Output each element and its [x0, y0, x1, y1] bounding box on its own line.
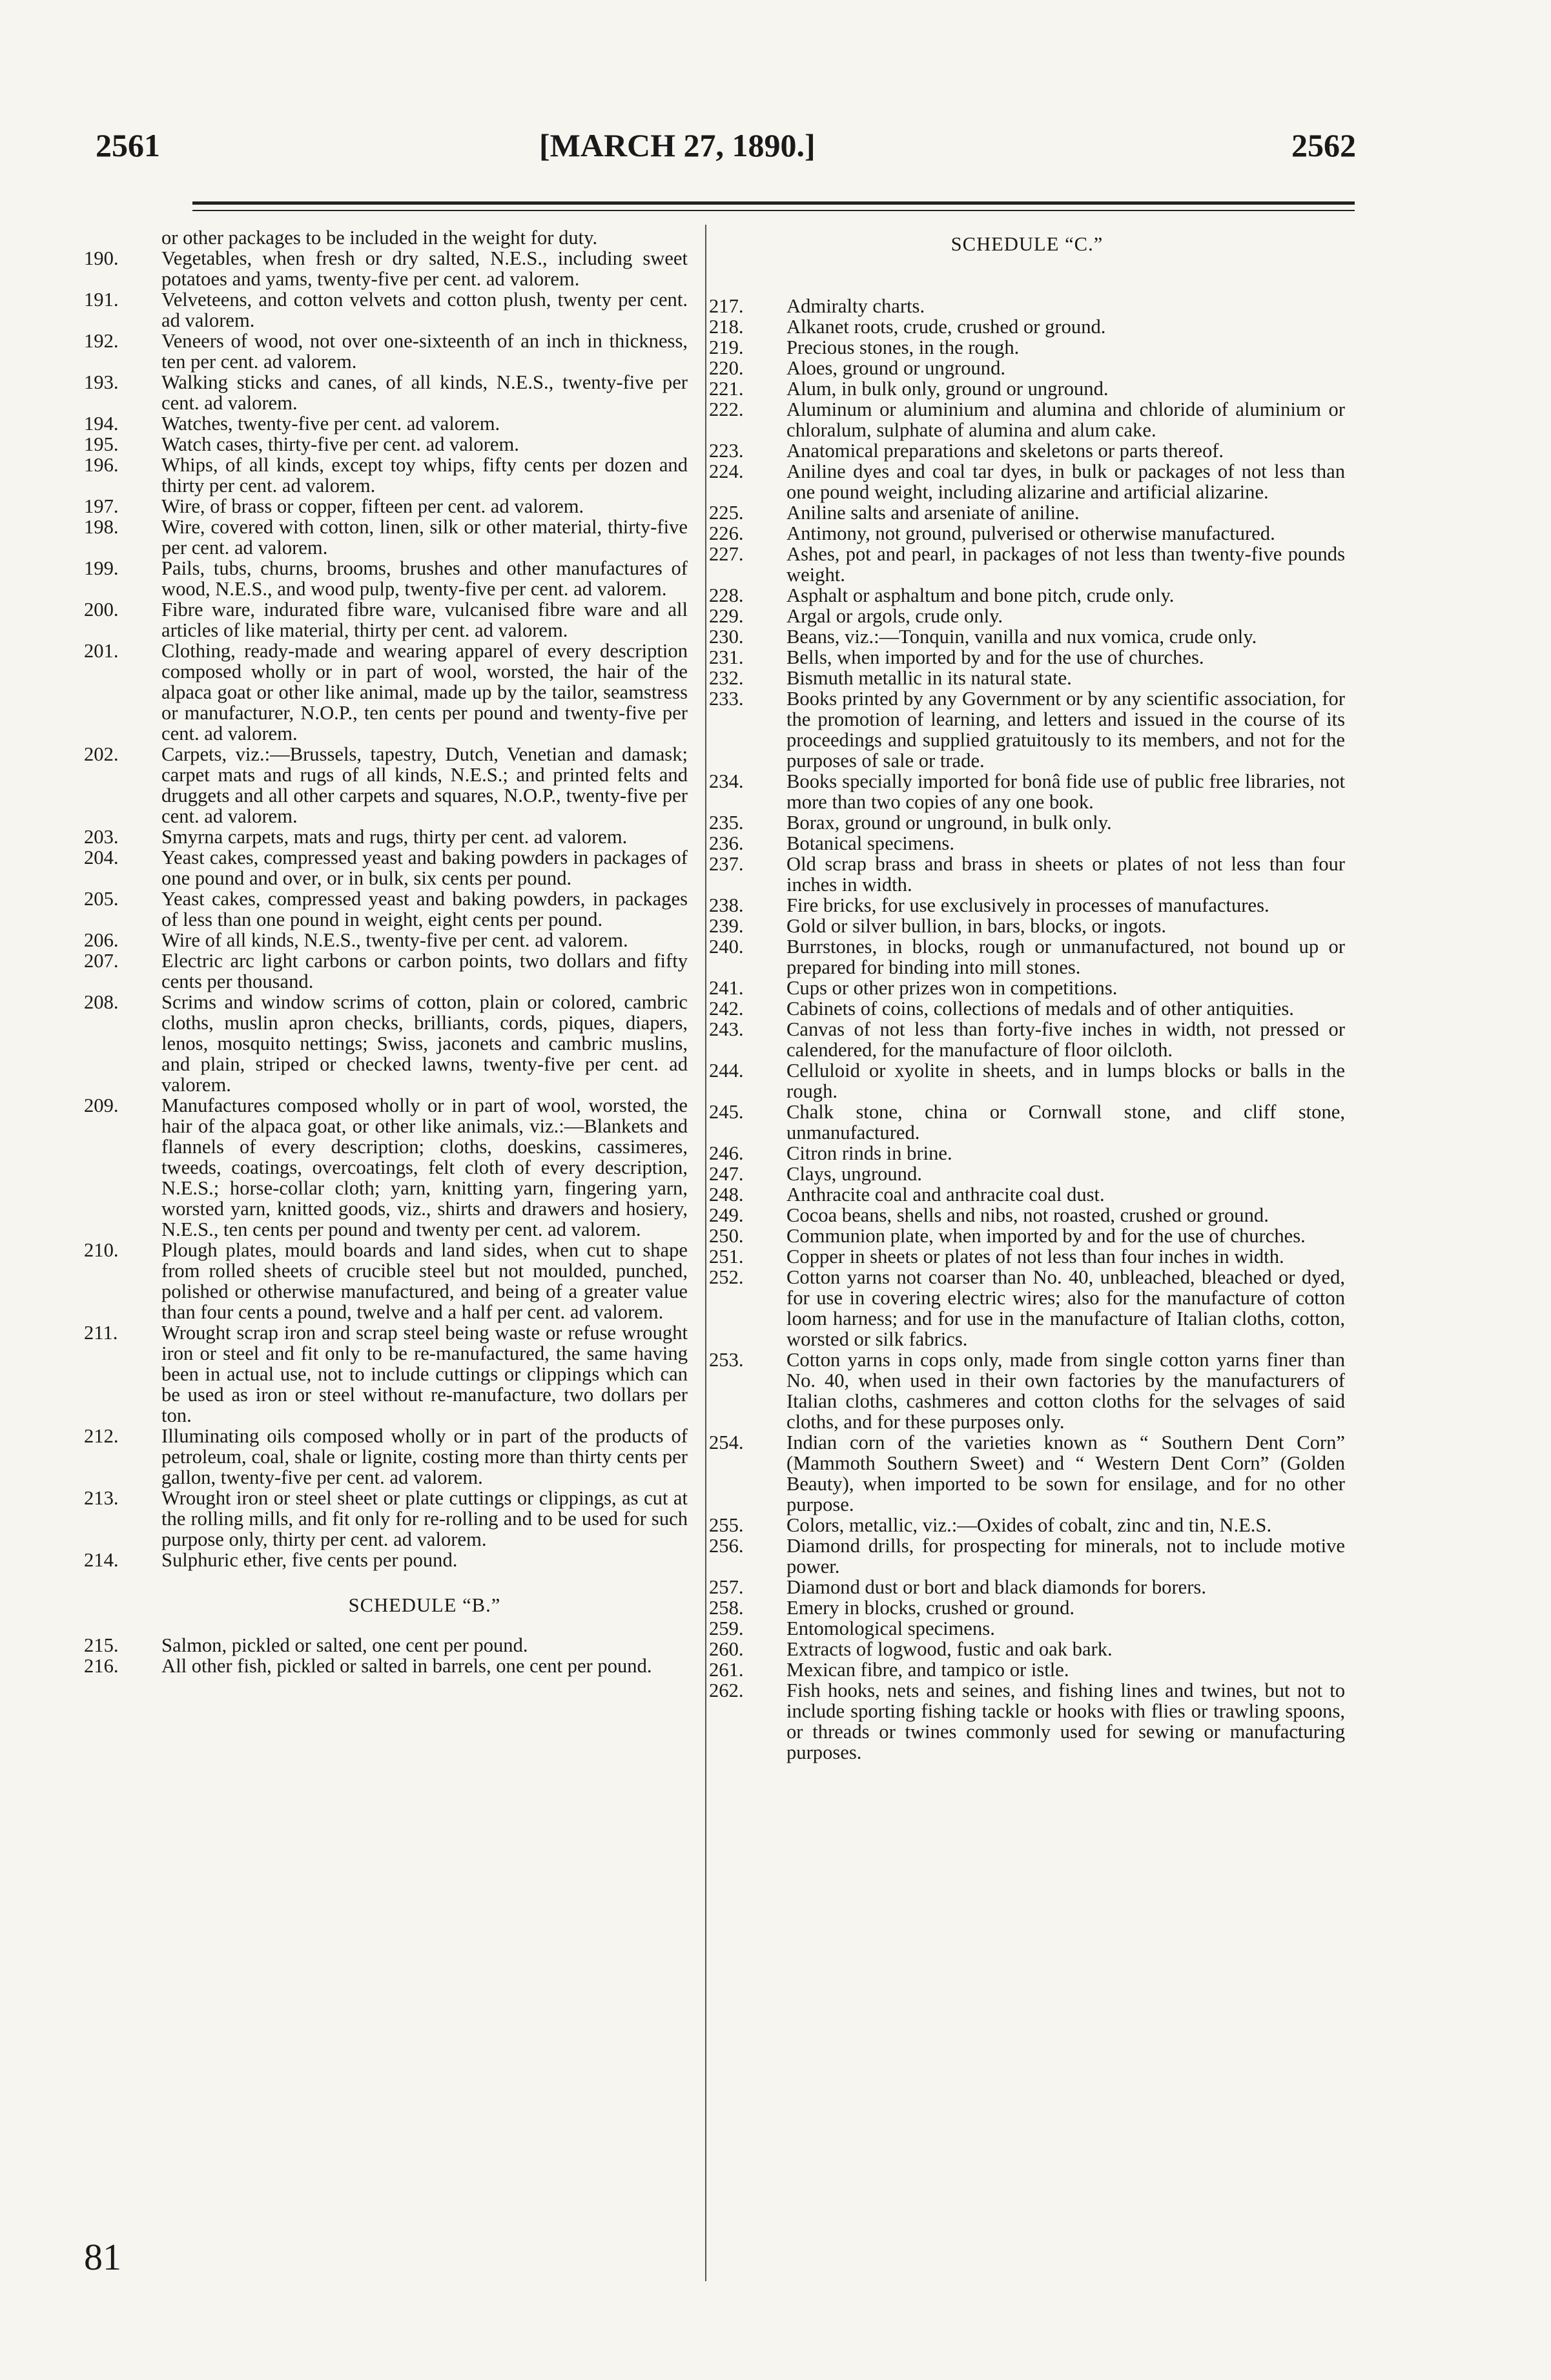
tariff-item — [709, 585, 1345, 606]
item-number: 211. — [84, 1322, 118, 1344]
item-number: 254. — [709, 1431, 744, 1453]
item-number: 241. — [709, 977, 744, 999]
item-number: 193. — [84, 371, 119, 393]
item-number: 198. — [84, 516, 119, 538]
item-text: Antimony, not ground, pulverised or otherwise manufactured. — [786, 522, 1275, 544]
tariff-item — [709, 1060, 1345, 1102]
item-text: Books printed by any Government or by any scientific association, for the promotion of learning, and letters and issued in the course of its proceedings and supplied gratuitously to its members, and not for the purposes of sale or trade. — [786, 688, 1345, 772]
tariff-item — [84, 413, 688, 434]
item-number: 255. — [709, 1514, 744, 1536]
item-number: 220. — [709, 357, 744, 379]
item-number: 234. — [709, 770, 744, 792]
tariff-item — [84, 888, 688, 930]
item-number: 227. — [709, 543, 744, 565]
item-text: Chalk stone, china or Cornwall stone, and cliff stone, unmanufactured. — [786, 1101, 1345, 1144]
item-number: 245. — [709, 1101, 744, 1123]
item-text: Vegetables, when fresh or dry salted, N.E.S., including sweet potatoes and yams, twenty-five per cent. ad valorem. — [161, 247, 688, 290]
item-number: 240. — [709, 936, 744, 958]
item-number: 236. — [709, 832, 744, 854]
item-number: 213. — [84, 1487, 119, 1509]
right-column — [709, 227, 1345, 1763]
tariff-item — [84, 1550, 688, 1570]
item-text: Manufactures composed wholly or in part of wool, worsted, the hair of the alpaca goat, or other like animals, viz.:—Blankets and flannels of every description; cloths, doeskins, cassimeres, tweeds, coatings, overcoatings, felt cloth of every description, N.E.S.; horse-collar cloth; yarn, knitting yarn, fingering yarn, worsted yarn, knitted goods, viz., shirts and drawers and hosiery, N.E.S., ten cents per pound and twenty per cent. ad valorem. — [161, 1094, 688, 1240]
tariff-item — [84, 1322, 688, 1426]
item-number: 247. — [709, 1163, 744, 1185]
tariff-item — [709, 1535, 1345, 1577]
tariff-item — [84, 826, 688, 847]
item-text: Aniline salts and arseniate of aniline. — [786, 502, 1080, 524]
item-number: 259. — [709, 1617, 744, 1639]
tariff-item — [709, 998, 1345, 1019]
item-text: Indian corn of the varieties known as “ Southern Dent Corn” (Mammoth Southern Sweet) and “ Western Dent Corn” (Golden Beauty), when imported to be sown for ensilage, and for no other purpose. — [786, 1431, 1345, 1515]
tariff-item — [709, 1205, 1345, 1226]
item-text: Fish hooks, nets and seines, and fishing lines and twines, but not to include sporting fishing tackle or hooks with flies or trawling spoons, or threads or twines commonly used for sewing or manufacturing purposes. — [786, 1679, 1345, 1763]
item-text: Diamond dust or bort and black diamonds for borers. — [786, 1576, 1206, 1598]
item-number: 195. — [84, 433, 119, 455]
tariff-item — [709, 895, 1345, 916]
item-number: 219. — [709, 336, 744, 358]
right-item-list — [709, 296, 1345, 1763]
item-text: Anatomical preparations and skeletons or parts thereof. — [786, 440, 1224, 462]
item-text: Colors, metallic, viz.:—Oxides of cobalt, zinc and tin, N.E.S. — [786, 1514, 1272, 1536]
tariff-item — [709, 1680, 1345, 1763]
item-number: 258. — [709, 1597, 744, 1619]
item-text: Wrought scrap iron and scrap steel being waste or refuse wrought iron or steel and fit only to be re-manufactured, the same having been in actual use, not to include cuttings or clippings which can be used as iron or steel without re-manufacture, two dollars per ton. — [161, 1322, 688, 1426]
tariff-item — [84, 744, 688, 826]
tariff-item — [709, 626, 1345, 647]
item-text: Salmon, pickled or salted, one cent per pound. — [161, 1634, 528, 1656]
item-text: Veneers of wood, not over one-sixteenth of an inch in thickness, ten per cent. ad valorem. — [161, 330, 688, 373]
item-number: 232. — [709, 667, 744, 689]
tariff-item — [709, 688, 1345, 771]
tariff-item — [709, 502, 1345, 523]
item-text: Velveteens, and cotton velvets and cotton plush, twenty per cent. ad valorem. — [161, 289, 688, 331]
tariff-item — [709, 1226, 1345, 1246]
item-number: 201. — [84, 640, 119, 662]
tariff-item — [709, 1618, 1345, 1639]
item-text: Wire of all kinds, N.E.S., twenty-five per cent. ad valorem. — [161, 929, 628, 951]
tariff-item — [84, 1488, 688, 1550]
item-number: 238. — [709, 894, 744, 916]
tariff-item — [84, 992, 688, 1095]
tariff-item — [709, 936, 1345, 978]
item-number: 191. — [84, 289, 119, 311]
tariff-item — [709, 1267, 1345, 1349]
item-number: 210. — [84, 1239, 119, 1261]
tariff-item — [709, 358, 1345, 378]
tariff-item — [84, 930, 688, 950]
item-text: Copper in sheets or plates of not less than four inches in width. — [786, 1246, 1284, 1267]
tariff-item — [709, 833, 1345, 854]
item-text: Alkanet roots, crude, crushed or ground. — [786, 316, 1106, 338]
item-text: Illuminating oils composed wholly or in part of the products of petroleum, coal, shale or lignite, costing more than thirty cents per gallon, twenty-five per cent. ad valorem. — [161, 1425, 688, 1488]
item-number: 251. — [709, 1246, 744, 1267]
item-text: Alum, in bulk only, ground or unground. — [786, 378, 1109, 400]
left-column — [84, 227, 688, 1676]
tariff-item — [709, 1639, 1345, 1659]
item-number: 202. — [84, 743, 119, 765]
item-number: 249. — [709, 1204, 744, 1226]
item-text: Walking sticks and canes, of all kinds, N.E.S., twenty-five per cent. ad valorem. — [161, 371, 688, 414]
tariff-item — [709, 296, 1345, 316]
item-text: Cocoa beans, shells and nibs, not roasted, crushed or ground. — [786, 1204, 1269, 1226]
item-text: Aloes, ground or unground. — [786, 357, 1006, 379]
tariff-item — [84, 950, 688, 992]
item-text: Aluminum or aluminium and alumina and chloride of aluminium or chloralum, sulphate of alumina and alum cake. — [786, 398, 1345, 441]
item-number: 216. — [84, 1655, 119, 1677]
item-number: 217. — [709, 295, 744, 317]
item-text: Anthracite coal and anthracite coal dust. — [786, 1184, 1105, 1205]
tariff-item — [709, 854, 1345, 895]
item-text: Scrims and window scrims of cotton, plain or colored, cambric cloths, muslin apron checks, brilliants, cords, piques, diapers, lenos, mosquito nettings; Swiss, jaconets and cambric muslins, and plain, striped or checked lawns, twenty-five per cent. ad valorem. — [161, 991, 688, 1096]
tariff-item — [84, 372, 688, 413]
tariff-item — [709, 1659, 1345, 1680]
item-text: Yeast cakes, compressed yeast and baking powders, in packages of less than one pound in weight, eight cents per pound. — [161, 888, 688, 930]
item-number: 221. — [709, 378, 744, 400]
item-number: 199. — [84, 557, 119, 579]
item-number: 208. — [84, 991, 119, 1013]
item-number: 218. — [709, 316, 744, 338]
item-text: Extracts of logwood, fustic and oak bark. — [786, 1638, 1113, 1660]
tariff-item — [709, 1246, 1345, 1267]
item-number: 200. — [84, 599, 119, 621]
item-text: Books specially imported for bonâ fide use of public free libraries, not more than two copies of any one book. — [786, 770, 1345, 813]
tariff-item — [84, 331, 688, 372]
item-number: 205. — [84, 888, 119, 910]
tariff-item — [709, 1102, 1345, 1143]
tariff-item — [709, 668, 1345, 688]
page-date: [MARCH 27, 1890.] — [539, 127, 816, 163]
item-number: 194. — [84, 413, 119, 435]
item-number: 212. — [84, 1425, 119, 1447]
item-number: 228. — [709, 584, 744, 606]
tariff-item — [84, 289, 688, 331]
tariff-item — [709, 812, 1345, 833]
item-number: 226. — [709, 522, 744, 544]
item-text: Botanical specimens. — [786, 832, 954, 854]
item-text: Mexican fibre, and tampico or istle. — [786, 1659, 1069, 1681]
item-number: 230. — [709, 626, 744, 648]
tariff-item — [709, 1019, 1345, 1060]
header-rule-thin — [192, 210, 1355, 211]
folio-number: 81 — [84, 2236, 121, 2278]
item-text: Wrought iron or steel sheet or plate cuttings or clippings, as cut at the rolling mills, and fit only for re-rolling and to be used for such purpose only, thirty per cent. ad valorem. — [161, 1487, 688, 1550]
tariff-item — [84, 455, 688, 496]
item-text: Ashes, pot and pearl, in packages of not less than twenty-five pounds weight. — [786, 543, 1345, 586]
schedule-b-item-list — [84, 1635, 688, 1676]
item-number: 196. — [84, 454, 119, 476]
item-text: Fire bricks, for use exclusively in processes of manufactures. — [786, 894, 1269, 916]
item-text: Communion plate, when imported by and for the use of churches. — [786, 1225, 1306, 1247]
item-text: Precious stones, in the rough. — [786, 336, 1020, 358]
item-number: 248. — [709, 1184, 744, 1205]
tariff-item — [709, 1515, 1345, 1535]
item-text: Argal or argols, crude only. — [786, 605, 1003, 627]
item-text: Cotton yarns in cops only, made from single cotton yarns finer than No. 40, when used in their own factories by the manufacturers of Italian cloths, cashmeres and cotton cloths for the selvages of said cloths, and for these purposes only. — [786, 1349, 1345, 1433]
item-number: 239. — [709, 915, 744, 937]
item-text: Bells, when imported by and for the use of churches. — [786, 646, 1204, 668]
item-number: 222. — [709, 398, 744, 420]
tariff-item — [84, 517, 688, 558]
item-number: 197. — [84, 495, 119, 517]
item-text: Beans, viz.:—Tonquin, vanilla and nux vomica, crude only. — [786, 626, 1257, 648]
item-number: 242. — [709, 998, 744, 1020]
item-number: 261. — [709, 1659, 744, 1681]
tariff-item — [709, 647, 1345, 668]
item-text: Pails, tubs, churns, brooms, brushes and other manufactures of wood, N.E.S., and wood pulp, twenty-five per cent. ad valorem. — [161, 557, 688, 600]
tariff-item — [84, 558, 688, 599]
item-text: Cabinets of coins, collections of medals and of other antiquities. — [786, 998, 1294, 1020]
item-number: 214. — [84, 1549, 119, 1571]
item-number: 190. — [84, 247, 119, 269]
item-number: 231. — [709, 646, 744, 668]
item-number: 244. — [709, 1060, 744, 1082]
item-number: 192. — [84, 330, 119, 352]
item-number: 229. — [709, 605, 744, 627]
item-number: 225. — [709, 502, 744, 524]
item-text: Burrstones, in blocks, rough or unmanufactured, not bound up or prepared for binding into mill stones. — [786, 936, 1345, 978]
item-text: Smyrna carpets, mats and rugs, thirty per cent. ad valorem. — [161, 826, 628, 848]
item-text: Emery in blocks, crushed or ground. — [786, 1597, 1075, 1619]
tariff-item — [84, 1240, 688, 1322]
item-text: Fibre ware, indurated fibre ware, vulcanised fibre ware and all articles of like material, thirty per cent. ad valorem. — [161, 599, 688, 641]
tariff-item — [709, 1432, 1345, 1515]
item-text: Wire, of brass or copper, fifteen per cent. ad valorem. — [161, 495, 584, 517]
tariff-item — [709, 1164, 1345, 1184]
item-text: Plough plates, mould boards and land sides, when cut to shape from rolled sheets of crucible steel but not moulded, punched, polished or otherwise manufactured, and being of a greater value than four cents a pound, twelve and a half per cent. ad valorem. — [161, 1239, 688, 1323]
item-text: Yeast cakes, compressed yeast and baking powders in packages of one pound and over, or in bulk, six cents per pound. — [161, 846, 688, 889]
tariff-item — [84, 1426, 688, 1488]
item-number: 204. — [84, 846, 119, 868]
column-divider — [705, 225, 706, 2281]
tariff-item — [709, 461, 1345, 502]
left-item-list — [84, 248, 688, 1570]
page-number-right: 2562 — [1291, 127, 1356, 163]
item-text: Aniline dyes and coal tar dyes, in bulk or packages of not less than one pound weight, including alizarine and artificial alizarine. — [786, 460, 1345, 503]
item-text: Admiralty charts. — [786, 295, 925, 317]
tariff-item — [84, 496, 688, 517]
item-number: 224. — [709, 460, 744, 482]
item-text: Carpets, viz.:—Brussels, tapestry, Dutch, Venetian and damask; carpet mats and rugs of all kinds, N.E.S.; and printed felts and druggets and all other carpets and squares, N.O.P., twenty-five per cent. ad valorem. — [161, 743, 688, 827]
item-number: 206. — [84, 929, 119, 951]
tariff-item — [84, 248, 688, 289]
item-text: Watch cases, thirty-five per cent. ad valorem. — [161, 433, 519, 455]
continuation-text: or other packages to be included in the weight for duty. — [161, 227, 598, 249]
header-rule-thick — [192, 201, 1355, 205]
tariff-item — [709, 916, 1345, 936]
item-text: All other fish, pickled or salted in barrels, one cent per pound. — [161, 1655, 652, 1677]
schedule-c-heading: SCHEDULE “C.” — [950, 233, 1104, 255]
tariff-item — [84, 847, 688, 888]
tariff-item — [709, 1184, 1345, 1205]
item-number: 209. — [84, 1094, 119, 1116]
item-text: Sulphuric ether, five cents per pound. — [161, 1549, 458, 1571]
item-text: Electric arc light carbons or carbon points, two dollars and fifty cents per thousand. — [161, 950, 688, 992]
tariff-item — [709, 440, 1345, 461]
item-number: 262. — [709, 1679, 744, 1701]
item-text: Celluloid or xyolite in sheets, and in lumps blocks or balls in the rough. — [786, 1060, 1345, 1102]
item-text: Cups or other prizes won in competitions. — [786, 977, 1118, 999]
item-text: Whips, of all kinds, except toy whips, fifty cents per dozen and thirty per cent. ad valorem. — [161, 454, 688, 497]
item-text: Watches, twenty-five per cent. ad valorem. — [161, 413, 500, 435]
tariff-item — [709, 399, 1345, 440]
page-header — [0, 127, 1551, 165]
item-number: 253. — [709, 1349, 744, 1371]
tariff-item — [709, 523, 1345, 544]
page-number-left: 2561 — [96, 127, 160, 163]
item-number: 252. — [709, 1266, 744, 1288]
tariff-item — [84, 1635, 688, 1656]
tariff-item — [84, 434, 688, 455]
tariff-item — [84, 1095, 688, 1240]
tariff-item — [709, 378, 1345, 399]
item-text: Gold or silver bullion, in bars, blocks, or ingots. — [786, 915, 1167, 937]
item-number: 260. — [709, 1638, 744, 1660]
item-text: Borax, ground or unground, in bulk only. — [786, 812, 1112, 834]
tariff-item — [709, 544, 1345, 585]
item-number: 235. — [709, 812, 744, 834]
item-text: Wire, covered with cotton, linen, silk or other material, thirty-five per cent. ad valorem. — [161, 516, 688, 559]
tariff-item — [84, 599, 688, 641]
item-number: 250. — [709, 1225, 744, 1247]
item-text: Entomological specimens. — [786, 1617, 995, 1639]
tariff-item — [84, 1656, 688, 1676]
item-number: 246. — [709, 1142, 744, 1164]
item-text: Bismuth metallic in its natural state. — [786, 667, 1072, 689]
tariff-item — [709, 606, 1345, 626]
item-number: 237. — [709, 853, 744, 875]
item-number: 207. — [84, 950, 119, 972]
tariff-item — [709, 1349, 1345, 1432]
tariff-item — [709, 1597, 1345, 1618]
item-text: Asphalt or asphaltum and bone pitch, crude only. — [786, 584, 1175, 606]
item-number: 223. — [709, 440, 744, 462]
item-text: Clays, unground. — [786, 1163, 922, 1185]
tariff-item — [709, 1577, 1345, 1597]
tariff-item — [84, 641, 688, 744]
item-text: Cotton yarns not coarser than No. 40, unbleached, bleached or dyed, for use in covering electric wires; also for the manufacture of cotton loom harness; and for use in the manufacture of Italian cloths, cotton, worsted or silk fabrics. — [786, 1266, 1345, 1350]
item-number: 203. — [84, 826, 119, 848]
schedule-b-heading: SCHEDULE “B.” — [348, 1594, 501, 1616]
item-number: 215. — [84, 1634, 119, 1656]
item-text: Clothing, ready-made and wearing apparel of every description composed wholly or in part of wool, worsted, the hair of the alpaca goat or other like animal, made up by the tailor, seamstress or manufacturer, N.O.P., ten cents per pound and twenty-five per cent. ad valorem. — [161, 640, 688, 744]
item-number: 256. — [709, 1535, 744, 1557]
item-text: Old scrap brass and brass in sheets or plates of not less than four inches in width. — [786, 853, 1345, 896]
item-number: 233. — [709, 688, 744, 710]
item-text: Canvas of not less than forty-five inches in width, not pressed or calendered, for the manufacture of floor oilcloth. — [786, 1018, 1345, 1061]
item-text: Diamond drills, for prospecting for minerals, not to include motive power. — [786, 1535, 1345, 1577]
tariff-item — [709, 978, 1345, 998]
tariff-item — [709, 316, 1345, 337]
item-number: 243. — [709, 1018, 744, 1040]
tariff-item — [709, 771, 1345, 812]
tariff-item — [709, 1143, 1345, 1164]
tariff-item — [709, 337, 1345, 358]
item-number: 257. — [709, 1576, 744, 1598]
item-text: Citron rinds in brine. — [786, 1142, 952, 1164]
